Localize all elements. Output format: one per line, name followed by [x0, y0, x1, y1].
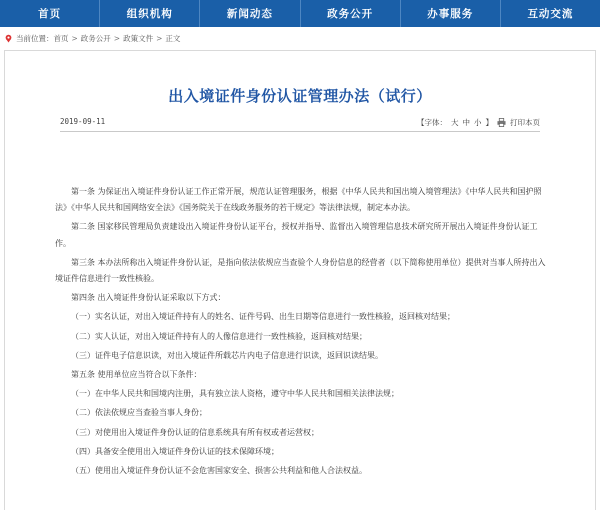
- article-paragraph: （四）具备安全使用出入境证件身份认证的技术保障环境；: [71, 446, 279, 456]
- article-paragraph: 第四条 出入境证件身份认证采取以下方式：: [71, 293, 226, 303]
- font-size-small-button[interactable]: 小: [474, 118, 482, 127]
- breadcrumb-separator: >: [71, 33, 78, 43]
- breadcrumb-government-affairs-link[interactable]: 政务公开: [80, 33, 111, 43]
- article-body: [55, 184, 550, 482]
- font-size-medium-button[interactable]: 中: [462, 118, 470, 127]
- article-paragraph: 第二条 国家移民管理局负责建设出入境证件身份认证平台，授权并指导、监督出入境管理信息技术研究所开展出入境证件身份认证工作。: [55, 222, 538, 248]
- article-paragraph: （一）实名认证，对出入境证件持有人的姓名、证件号码、出生日期等信息进行一致性核验，返回核对结果；: [71, 312, 455, 322]
- font-size-label: 【字体：: [417, 118, 447, 127]
- font-size-large-button[interactable]: 大: [451, 118, 459, 127]
- print-page-button[interactable]: 打印本页: [510, 118, 540, 127]
- article-paragraph: 第五条 使用单位应当符合以下条件：: [71, 370, 202, 380]
- location-pin-icon: [4, 34, 13, 43]
- meta-divider: [60, 131, 540, 132]
- font-size-close: 】: [485, 118, 493, 127]
- main-navbar: [0, 0, 600, 27]
- article-paragraph: （二）依法依规应当查验当事人身份；: [71, 408, 207, 418]
- breadcrumb-home-link[interactable]: 首页: [53, 33, 69, 43]
- breadcrumb-current: 正文: [165, 33, 181, 43]
- article-paragraph: 第三条 本办法所称出入境证件身份认证，是指向依法依规应当查验个人身份信息的经营者（以下简称使用单位）提供对当事人所持出入境证件信息进行一致性核验。: [55, 257, 546, 284]
- printer-icon[interactable]: [497, 118, 506, 127]
- article-tools: [417, 117, 540, 128]
- breadcrumb-prefix: 当前位置：: [16, 33, 54, 43]
- publish-date: 2019-09-11: [60, 117, 106, 126]
- nav-services[interactable]: 办事服务: [427, 8, 474, 20]
- article-title: 出入境证件身份认证管理办法（试行）: [168, 87, 432, 105]
- article-paragraph: （三）对使用出入境证件身份认证的信息系统具有所有权或者运营权；: [71, 427, 319, 437]
- nav-organization[interactable]: 组织机构: [126, 8, 173, 20]
- article-paragraph: （二）实人认证，对出入境证件持有人的人像信息进行一致性核验，返回核对结果；: [71, 331, 367, 341]
- article-paragraph: （一）在中华人民共和国境内注册，具有独立法人资格，遵守中华人民共和国相关法律法规；: [71, 389, 399, 399]
- article-paragraph: 第一条 为保证出入境证件身份认证工作正常开展，规范认证管理服务，根据《中华人民共和国出境入境管理法》《中华人民共和国护照法》《中华人民共和国网络安全法》《国务院关于在线政务服务的若干规定》等法律法规，制定本办法。: [55, 187, 542, 213]
- nav-home[interactable]: 首页: [38, 8, 62, 20]
- nav-news[interactable]: 新闻动态: [226, 8, 273, 20]
- nav-interaction[interactable]: 互动交流: [527, 8, 574, 20]
- breadcrumb-policy-docs-link[interactable]: 政策文件: [123, 33, 154, 43]
- breadcrumb-separator: >: [113, 33, 121, 43]
- article-meta: [60, 117, 540, 131]
- nav-government-affairs[interactable]: 政务公开: [327, 8, 374, 20]
- breadcrumb: [0, 29, 600, 47]
- article-paragraph: （五）使用出入境证件身份认证不会危害国家安全、损害公共利益和他人合法权益。: [71, 466, 367, 476]
- article-paragraph: （三）证件电子信息识读，对出入境证件所载芯片内电子信息进行识读，返回识读结果。: [71, 350, 383, 360]
- breadcrumb-separator: >: [156, 33, 163, 43]
